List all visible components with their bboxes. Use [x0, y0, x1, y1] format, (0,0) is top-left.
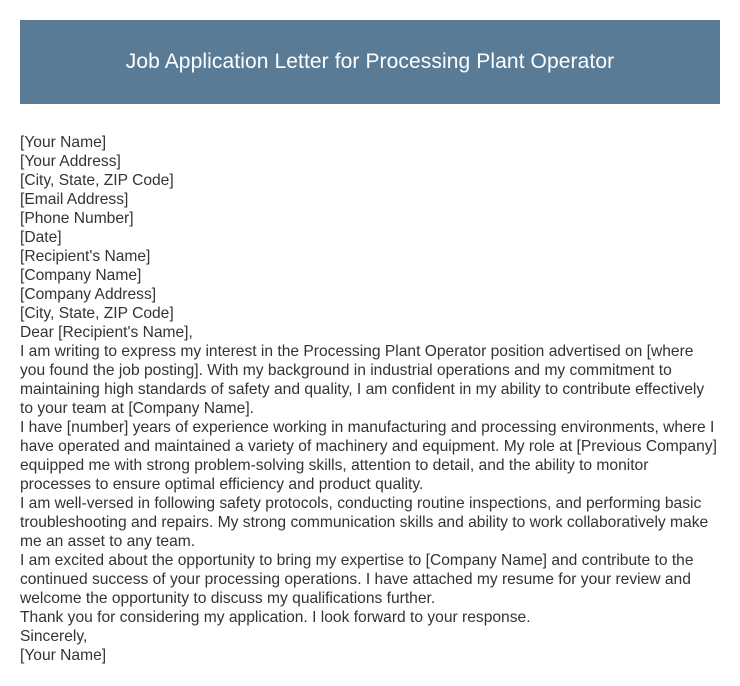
salutation: Dear [Recipient's Name],: [20, 324, 193, 341]
body-paragraph: Thank you for considering my application. I look forward to your response.: [20, 609, 531, 626]
body-paragraph: I am well-versed in following safety protocols, conducting routine inspections, and performing basic troubleshooting and repairs. My strong communication skills and ability to work collaboratively make me an asset to any team.: [20, 495, 709, 550]
sender-phone: [Phone Number]: [20, 210, 134, 227]
sender-city-state-zip: [City, State, ZIP Code]: [20, 172, 174, 189]
body-paragraph: I am excited about the opportunity to bring my expertise to [Company Name] and contribute to the continued success of your processing operations. I have attached my resume for your review and welcome the opportunity to discuss my qualifications further.: [20, 552, 694, 607]
company-address: [Company Address]: [20, 286, 157, 303]
signature: [Your Name]: [20, 647, 107, 664]
body-paragraph: I am writing to express my interest in the Processing Plant Operator position advertised on [where you found the job posting]. With my background in industrial operations and my commitment to maintaining high standards of safety and quality, I am confident in my ability to contribute effectively to your team at [Company Name].: [20, 343, 705, 417]
recipient-name: [Recipient's Name]: [20, 248, 151, 265]
page-title: Job Application Letter for Processing Plant Operator: [125, 50, 615, 73]
company-city-state-zip: [City, State, ZIP Code]: [20, 305, 174, 322]
letter-body: [20, 133, 720, 665]
sender-address: [Your Address]: [20, 153, 121, 170]
title-banner: [20, 20, 720, 104]
company-name: [Company Name]: [20, 267, 142, 284]
body-paragraph: I have [number] years of experience working in manufacturing and processing environments, where I have operated and maintained a variety of machinery and equipment. My role at [Previous Company] equipped me with strong problem-solving skills, attention to detail, and the ability to monitor processes to ensure optimal efficiency and product quality.: [20, 419, 717, 493]
sender-email: [Email Address]: [20, 191, 129, 208]
letter-date: [Date]: [20, 229, 62, 246]
sender-name: [Your Name]: [20, 134, 107, 151]
closing: Sincerely,: [20, 628, 88, 645]
